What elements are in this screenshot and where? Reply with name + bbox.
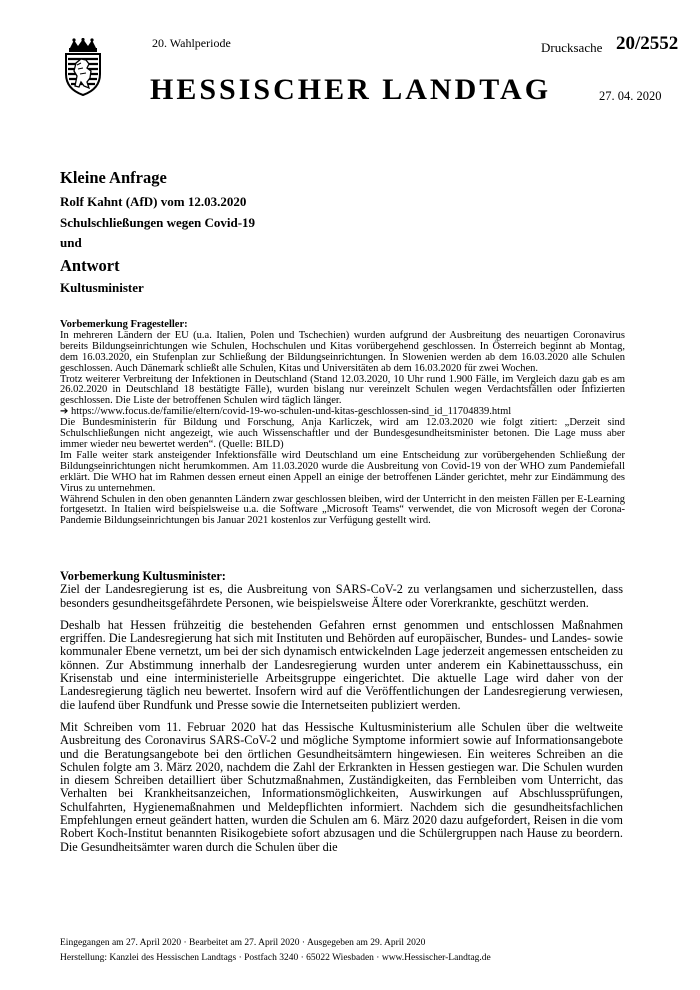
question-section — [60, 320, 625, 527]
answer-paragraph: Ziel der Landesregierung ist es, die Ausbreitung von SARS-CoV-2 zu verlangsamen und sicherzustellen, dass besonders gesundheitsgefährdete Personen, wie beispielsweise Ältere oder Vorerkrankte, geschützt werden. — [60, 582, 623, 610]
question-paragraph: In mehreren Ländern der EU (u.a. Italien, Polen und Tschechien) wurden aufgrund der Ausbreitung des neuartigen Coronavirus bereits Bildungseinrichtungen wie Schulen, Hochschulen und Kitas vorübergehend geschlossen. In Österreich beginnt ab Montag, dem 16.03.2020, ein Stufenplan zur Schließung der Bildungseinrichtungen. In Slowenien werden ab dem 16.03.2020 alle Schulen geschlossen. Auch Dänemark schließt alle Schulen, Kitas und Universitäten ab dem 16.03.2020 für zwei Wochen. — [60, 329, 625, 374]
hessen-crest-icon — [62, 38, 104, 96]
footer-dates: Eingegangen am 27. April 2020 · Bearbeitet am 27. April 2020 · Ausgegeben am 29. April 2020 — [60, 938, 426, 948]
source-link[interactable]: https://www.focus.de/familie/eltern/covid-19-wo-schulen-und-kitas-geschlossen-sind_id_11704839.html — [71, 406, 512, 418]
subject-line: Schulschließungen wegen Covid-19 — [60, 214, 256, 230]
document-kind: Kleine Anfrage — [60, 168, 167, 187]
question-label: Vorbemerkung Fragesteller: — [60, 319, 188, 330]
election-period: 20. Wahlperiode — [152, 36, 231, 50]
drucksache-number: 20/2552 — [616, 33, 679, 54]
parliament-title: HESSISCHER LANDTAG — [150, 73, 552, 106]
answer-paragraph: Mit Schreiben vom 11. Februar 2020 hat das Hessische Kultusministerium alle Schulen über die weltweite Ausbreitung des Coronavirus SARS-CoV-2 und mögliche Symptome informiert sowie auf Informationsangebote und die Beratungsangebote bei den örtlichen Gesundheitsämtern hingewiesen. Ein weiteres Schreiben an die Schulen folgte am 3. März 2020, nachdem die Zahl der Erkrankten in Hessen gestiegen war. Die Schulen wurden in diesem Schreiben detailliert über Schutzmaßnahmen, Zuständigkeiten, das Fernbleiben vom Unterricht, das Verhalten bei Krankheitsanzeichen, Informationsmöglichkeiten, Auswirkungen auf Abschlussprüfungen, Schulfahrten, Hygienemaßnahmen und Meldepflichten informiert. Nachdem sich die gesundheitsfachlichen Empfehlungen erneut geändert hatten, wurden die Schulen am 6. März 2020 dazu aufgefordert, Reisen in die vom Robert Koch-Institut benannten Risikogebiete sofort abzusagen und die Schülergruppen nach Hause zu beordern. Die Gesundheitsämter waren durch die Schulen über die — [60, 719, 623, 854]
question-paragraph: Während Schulen in den oben genannten Ländern zwar geschlossen bleiben, wird der Unterricht in den meisten Fällen per E-Learning fortgesetzt. In Italien wird beispielsweise u.a. die Software „Microsoft Teams“ verwendet, die von Microsoft wegen der Corona-Pandemie Bildungseinrichtungen bis Januar 2021 kostenlos zur Verfügung gestellt wird. — [60, 493, 625, 527]
answer-section — [60, 570, 623, 863]
heading-block — [60, 168, 620, 300]
question-paragraph: Die Bundesministerin für Bildung und Forschung, Anja Karliczek, wird am 12.03.2020 wie folgt zitiert: „Derzeit sind Schulschließungen nicht angezeigt, wie auch Wissenschaftler und der Bundesgesundheitsminister betonen. Die Lage muss aber immer wieder neu bewertet werden“. (Quelle: BILD) — [60, 417, 625, 450]
arrow-right-icon: ➔ — [60, 406, 69, 418]
document-date: 27. 04. 2020 — [599, 89, 662, 103]
ministry-line: Kultusminister — [60, 279, 144, 295]
author-line: Rolf Kahnt (AfD) vom 12.03.2020 — [60, 194, 247, 209]
and-line: und — [60, 235, 82, 250]
question-paragraph: Im Falle weiter stark ansteigender Infektionsfälle wird Deutschland um eine Entscheidung zur vorübergehenden Schließung der Bildungseinrichtungen nicht herumkommen. Am 11.03.2020 wurde die Ausbreitung von Covid-19 von der WHO zum Pandemiefall erklärt. Die WHO hat im Rahmen dessen erneut einen Appell an einige der betroffenen Länder gerichtet, mehr zur Eindämmung des Virus zu unternehmen. — [60, 449, 625, 494]
question-paragraph: Trotz weiterer Verbreitung der Infektionen in Deutschland (Stand 12.03.2020, 10 Uhr rund 1.900 Fälle, im Vergleich dazu gab es am 26.02.2020 in Deutschland 18 bestätigte Fälle), wurden bislang nur vereinzelt Schulen wegen Verdachtsfällen oder Infizierten geschlossen. Die Liste der betroffenen Schulen wird täglich länger. — [60, 373, 625, 407]
answer-heading: Antwort — [60, 255, 120, 275]
drucksache-label: Drucksache — [541, 40, 603, 55]
answer-label: Vorbemerkung Kultusminister: — [60, 569, 226, 583]
answer-paragraph: Deshalb hat Hessen frühzeitig die bestehenden Gefahren ernst genommen und entschlossen Maßnahmen ergriffen. Die Landesregierung hat sich mit Instituten und Behörden auf europäischer, Bundes- und Landes- sowie kommunaler Ebene vernetzt, um bei der sich dynamisch entwickelnden Lage jederzeit angemessen entscheiden zu können. Zur Abstimmung innerhalb der Landesregierung wurden unter anderem ein Kabinettausschuss, ein Krisenstab und eine interministerielle Arbeitsgruppe eingerichtet. Die aktuelle Lage wird daher von der Landesregierung täglich neu bewertet. Insofern wird auf die Veröffentlichungen der Landesregierung verwiesen, die laufend über Rundfunk und Presse sowie die Internetseiten publiziert werden. — [60, 617, 623, 712]
footer-publisher: Herstellung: Kanzlei des Hessischen Landtags · Postfach 3240 · 65022 Wiesbaden · www.Hessischer-Landtag.de — [60, 953, 491, 963]
